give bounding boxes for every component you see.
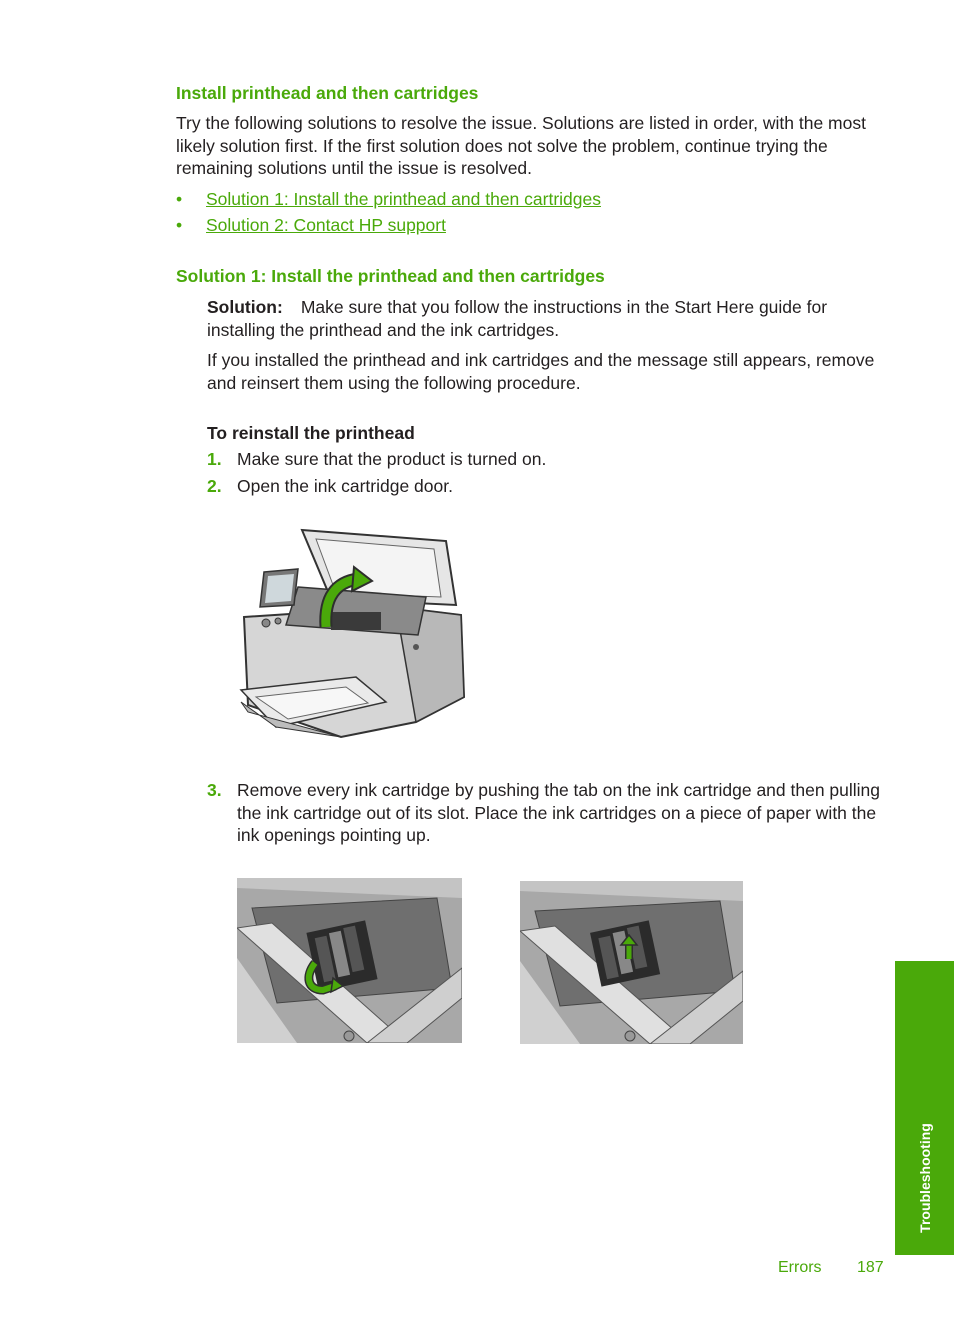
list-item (176, 188, 601, 214)
bullet: • (176, 215, 183, 235)
side-tab (895, 961, 954, 1255)
step-3 (207, 779, 889, 847)
solution-paragraph-2: If you installed the printhead and ink cartridges and the message still appears, remove and reinsert them using the following procedure. (207, 350, 875, 393)
list-item (176, 214, 601, 240)
side-tab-label: Troubleshooting (916, 1123, 933, 1233)
solution-paragraph (207, 296, 887, 341)
printer-door-open-illustration (236, 527, 468, 741)
solution-label: Solution: (207, 297, 283, 317)
step-number: 2. (207, 476, 222, 496)
link-solution-2[interactable]: Solution 2: Contact HP support (206, 215, 446, 235)
intro-paragraph: Try the following solutions to resolve the issue. Solutions are listed in order, with the most likely solution first. If the first solution does not solve the problem, continue trying the remaining solutions until the issue is resolved. (176, 113, 866, 178)
section-heading: Install printhead and then cartridges (176, 83, 479, 103)
bullet: • (176, 189, 183, 209)
solution-1-heading: Solution 1: Install the printhead and then cartridges (176, 266, 605, 286)
step-text: Make sure that the product is turned on. (237, 449, 547, 469)
link-solution-1[interactable]: Solution 1: Install the printhead and then cartridges (206, 189, 601, 209)
footer-section: Errors (778, 1259, 822, 1276)
step-number: 3. (207, 780, 222, 800)
pull-cartridge-out-illustration (520, 881, 743, 1044)
page-number: 187 (857, 1259, 884, 1276)
step-text: Open the ink cartridge door. (237, 476, 453, 496)
step-1 (207, 448, 546, 471)
step-number: 1. (207, 449, 222, 469)
solution-text: Make sure that you follow the instructions in the Start Here guide for installing the printhead and the ink cartridges. (207, 297, 828, 340)
step-2 (207, 475, 453, 498)
procedure-title: To reinstall the printhead (207, 423, 415, 443)
solution-links-list (176, 188, 601, 240)
push-cartridge-tab-illustration (237, 878, 462, 1043)
step-text: Remove every ink cartridge by pushing the tab on the ink cartridge and then pulling the ink cartridge out of its slot. Place the ink cartridges on a piece of paper with the ink openings pointing up. (237, 780, 881, 845)
